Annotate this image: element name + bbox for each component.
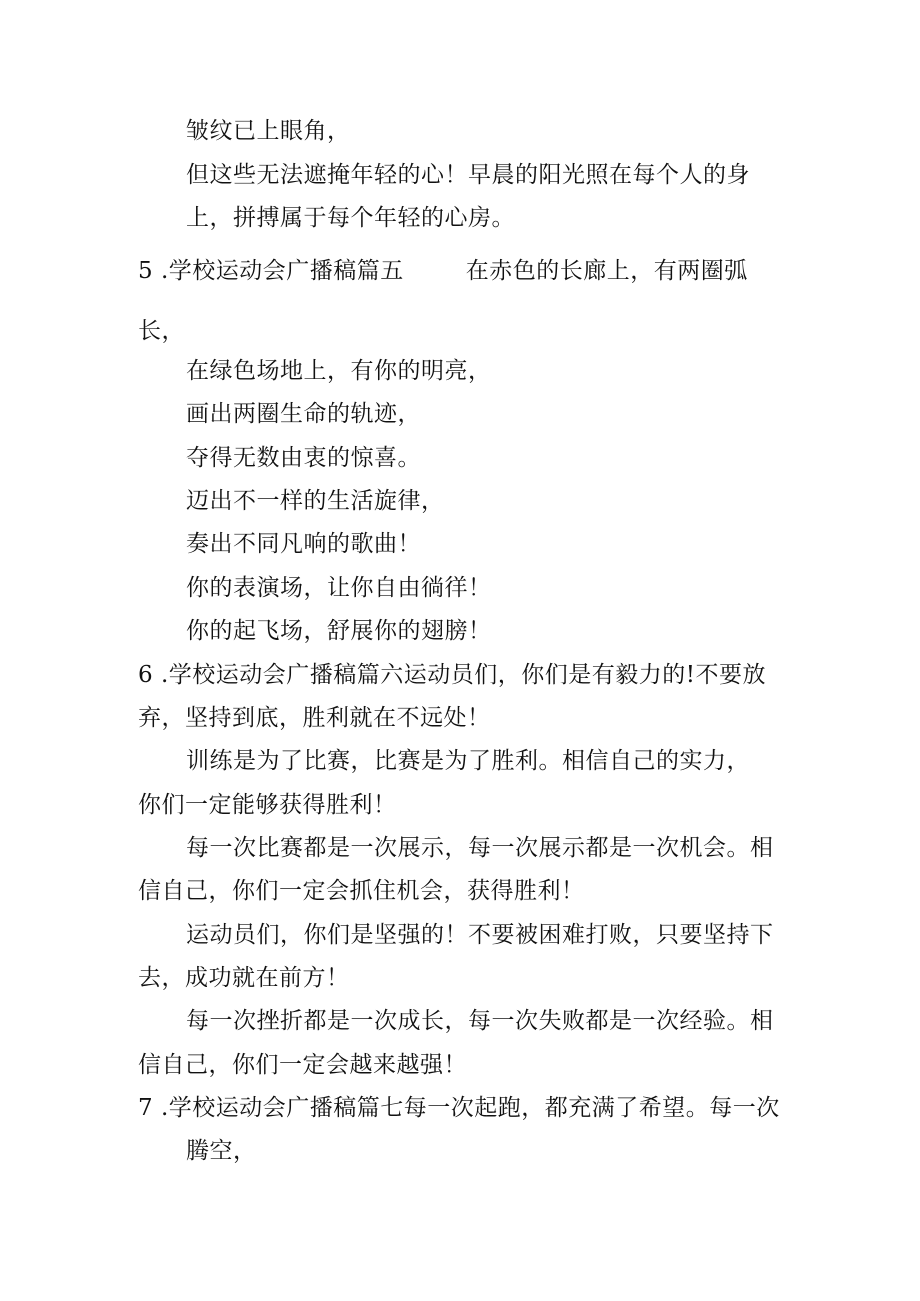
text-line: 运动员们，你们是坚强的！不要被困难打败，只要坚持下 xyxy=(186,922,774,948)
heading-text: 5 .学校运动会广播稿篇五 xyxy=(138,258,404,284)
text-line: 信自己，你们一定会抓住机会，获得胜利！ xyxy=(138,878,585,904)
text-line: 长， xyxy=(138,318,185,344)
text-line: 你的表演场，让你自由徜徉！ xyxy=(186,575,492,601)
text-line: 夺得无数由衷的惊喜。 xyxy=(186,445,421,471)
heading-continuation: 在赤色的长廊上，有两圈弧 xyxy=(465,258,748,284)
section-heading-5 xyxy=(138,256,748,286)
text-line: 每一次比赛都是一次展示，每一次展示都是一次机会。相 xyxy=(186,835,774,861)
text-line: 腾空， xyxy=(186,1138,257,1164)
text-line: 迈出不一样的生活旋律， xyxy=(186,488,445,514)
text-line: 每一次挫折都是一次成长，每一次失败都是一次经验。相 xyxy=(186,1008,774,1034)
text-line: 画出两圈生命的轨迹， xyxy=(186,401,421,427)
section-heading-6: 6 .学校运动会广播稿篇六运动员们，你们是有毅力的!不要放 xyxy=(138,662,766,688)
text-line: 弃，坚持到底，胜利就在不远处！ xyxy=(138,705,491,731)
text-line: 皱纹已上眼角， xyxy=(186,118,351,144)
text-line: 上，拼搏属于每个年轻的心房。 xyxy=(186,205,515,231)
text-line: 你们一定能够获得胜利！ xyxy=(138,792,397,818)
text-line: 在绿色场地上，有你的明亮， xyxy=(186,358,492,384)
text-line: 信自己，你们一定会越来越强！ xyxy=(138,1052,467,1078)
text-line: 奏出不同凡响的歌曲！ xyxy=(186,531,421,557)
text-line: 训练是为了比赛，比赛是为了胜利。相信自己的实力， xyxy=(186,748,750,774)
text-line: 但这些无法遮掩年轻的心！早晨的阳光照在每个人的身 xyxy=(186,162,750,188)
text-line: 你的起飞场，舒展你的翅膀！ xyxy=(186,618,492,644)
section-heading-7: 7 .学校运动会广播稿篇七每一次起跑，都充满了希望。每一次 xyxy=(138,1095,780,1121)
text-line: 去，成功就在前方！ xyxy=(138,965,350,991)
